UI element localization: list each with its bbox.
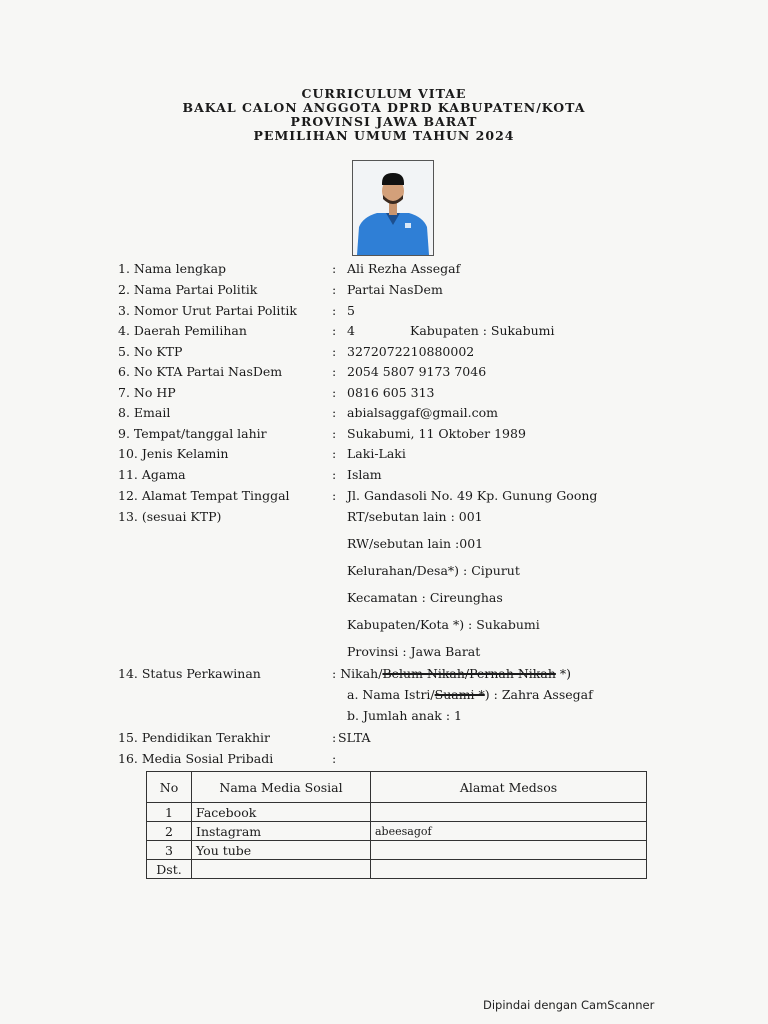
field-colon: : xyxy=(332,488,337,503)
marital-colon: : xyxy=(332,666,337,681)
address-rw: RW/sebutan lain :001 xyxy=(347,536,484,551)
table-cell-no: 2 xyxy=(147,822,192,841)
social-colon: : xyxy=(332,751,337,766)
field-value: Islam xyxy=(347,467,382,482)
education-value: SLTA xyxy=(338,730,371,745)
table-header-row xyxy=(147,772,647,803)
field-value: abialsaggaf@gmail.com xyxy=(347,405,499,420)
table-row xyxy=(147,860,647,879)
field-value: Laki-Laki xyxy=(347,446,406,461)
field-colon: : xyxy=(332,446,337,461)
spouse-line xyxy=(347,687,593,703)
field-label: 3. Nomor Urut Partai Politik xyxy=(118,303,297,318)
field-extra: Kabupaten : Sukabumi xyxy=(410,323,555,338)
table-header-no: No xyxy=(147,772,192,803)
field-label: 5. No KTP xyxy=(118,344,183,359)
field-colon: : xyxy=(332,344,337,359)
field-value: 2054 5807 9173 7046 xyxy=(347,364,487,379)
field-value: Jl. Gandasoli No. 49 Kp. Gunung Goong xyxy=(347,488,598,503)
field-colon: : xyxy=(332,426,337,441)
field-value: 0816 605 313 xyxy=(347,385,435,400)
address-kabupaten: Kabupaten/Kota *) : Sukabumi xyxy=(347,617,540,632)
address-provinsi: Provinsi : Jawa Barat xyxy=(347,644,481,659)
table-cell-no: 1 xyxy=(147,803,192,822)
table-cell-no: Dst. xyxy=(147,860,192,879)
header-subtitle: BAKAL CALON ANGGOTA DPRD KABUPATEN/KOTA xyxy=(182,100,586,115)
address-rt: RT/sebutan lain : 001 xyxy=(347,509,483,524)
table-cell-name: Instagram xyxy=(192,822,371,841)
table-row xyxy=(147,822,647,841)
spouse-prefix: a. Nama Istri/ xyxy=(347,687,435,702)
marital-suffix: *) xyxy=(555,666,571,681)
field-label: 1. Nama lengkap xyxy=(118,261,227,276)
scanner-watermark: Dipindai dengan CamScanner xyxy=(483,998,655,1012)
field-label: 12. Alamat Tempat Tinggal xyxy=(118,488,290,503)
marital-value-line xyxy=(332,666,571,682)
table-cell-address xyxy=(371,803,647,822)
field-value: Sukabumi, 11 Oktober 1989 xyxy=(347,426,526,441)
field-colon: : xyxy=(332,405,337,420)
field-colon: : xyxy=(332,303,337,318)
field-label: 10. Jenis Kelamin xyxy=(118,446,229,461)
table-header-name: Nama Media Sosial xyxy=(192,772,371,803)
table-cell-address xyxy=(371,860,647,879)
field-label: 6. No KTA Partai NasDem xyxy=(118,364,283,379)
table-cell-name: You tube xyxy=(192,841,371,860)
table-cell-address xyxy=(371,841,647,860)
marital-struck-options: Belum Nikah/Pernah Nikah xyxy=(382,666,556,681)
field-colon: : xyxy=(332,282,337,297)
header-province: PROVINSI JAWA BARAT xyxy=(290,114,478,129)
table-header-address: Alamat Medsos xyxy=(371,772,647,803)
header-election: PEMILIHAN UMUM TAHUN 2024 xyxy=(253,128,515,143)
children-count: b. Jumlah anak : 1 xyxy=(347,708,462,723)
education-colon: : xyxy=(332,730,337,745)
education-label: 15. Pendidikan Terakhir xyxy=(118,730,270,745)
field-colon: : xyxy=(332,385,337,400)
field-value: 5 xyxy=(347,303,355,318)
address-kecamatan: Kecamatan : Cireunghas xyxy=(347,590,503,605)
table-cell-no: 3 xyxy=(147,841,192,860)
address-kelurahan: Kelurahan/Desa*) : Cipurut xyxy=(347,563,520,578)
field-label: 9. Tempat/tanggal lahir xyxy=(118,426,267,441)
field-label: 11. Agama xyxy=(118,467,186,482)
spouse-struck: Suami * xyxy=(434,687,485,702)
field-value: Partai NasDem xyxy=(347,282,443,297)
field-label: 7. No HP xyxy=(118,385,176,400)
table-cell-name xyxy=(192,860,371,879)
field-value: Ali Rezha Assegaf xyxy=(347,261,461,276)
social-media-table xyxy=(146,771,647,879)
field-colon: : xyxy=(332,323,337,338)
candidate-photo xyxy=(352,160,434,256)
field-label: 8. Email xyxy=(118,405,171,420)
header-title: CURRICULUM VITAE xyxy=(301,86,467,101)
field-colon: : xyxy=(332,364,337,379)
field-label: 2. Nama Partai Politik xyxy=(118,282,258,297)
table-row xyxy=(147,841,647,860)
social-label: 16. Media Sosial Pribadi xyxy=(118,751,274,766)
field-value: 4 xyxy=(347,323,355,338)
address-label: 13. (sesuai KTP) xyxy=(118,509,222,524)
field-label: 4. Daerah Pemilihan xyxy=(118,323,247,338)
table-cell-address: abeesagof xyxy=(371,822,647,841)
field-colon: : xyxy=(332,261,337,276)
table-cell-name: Facebook xyxy=(192,803,371,822)
document-header xyxy=(0,87,768,143)
field-value: 3272072210880002 xyxy=(347,344,475,359)
marital-label: 14. Status Perkawinan xyxy=(118,666,261,681)
marital-value: Nikah/ xyxy=(340,666,383,681)
spouse-name: ) : Zahra Assegaf xyxy=(484,687,593,702)
table-row xyxy=(147,803,647,822)
field-colon: : xyxy=(332,467,337,482)
